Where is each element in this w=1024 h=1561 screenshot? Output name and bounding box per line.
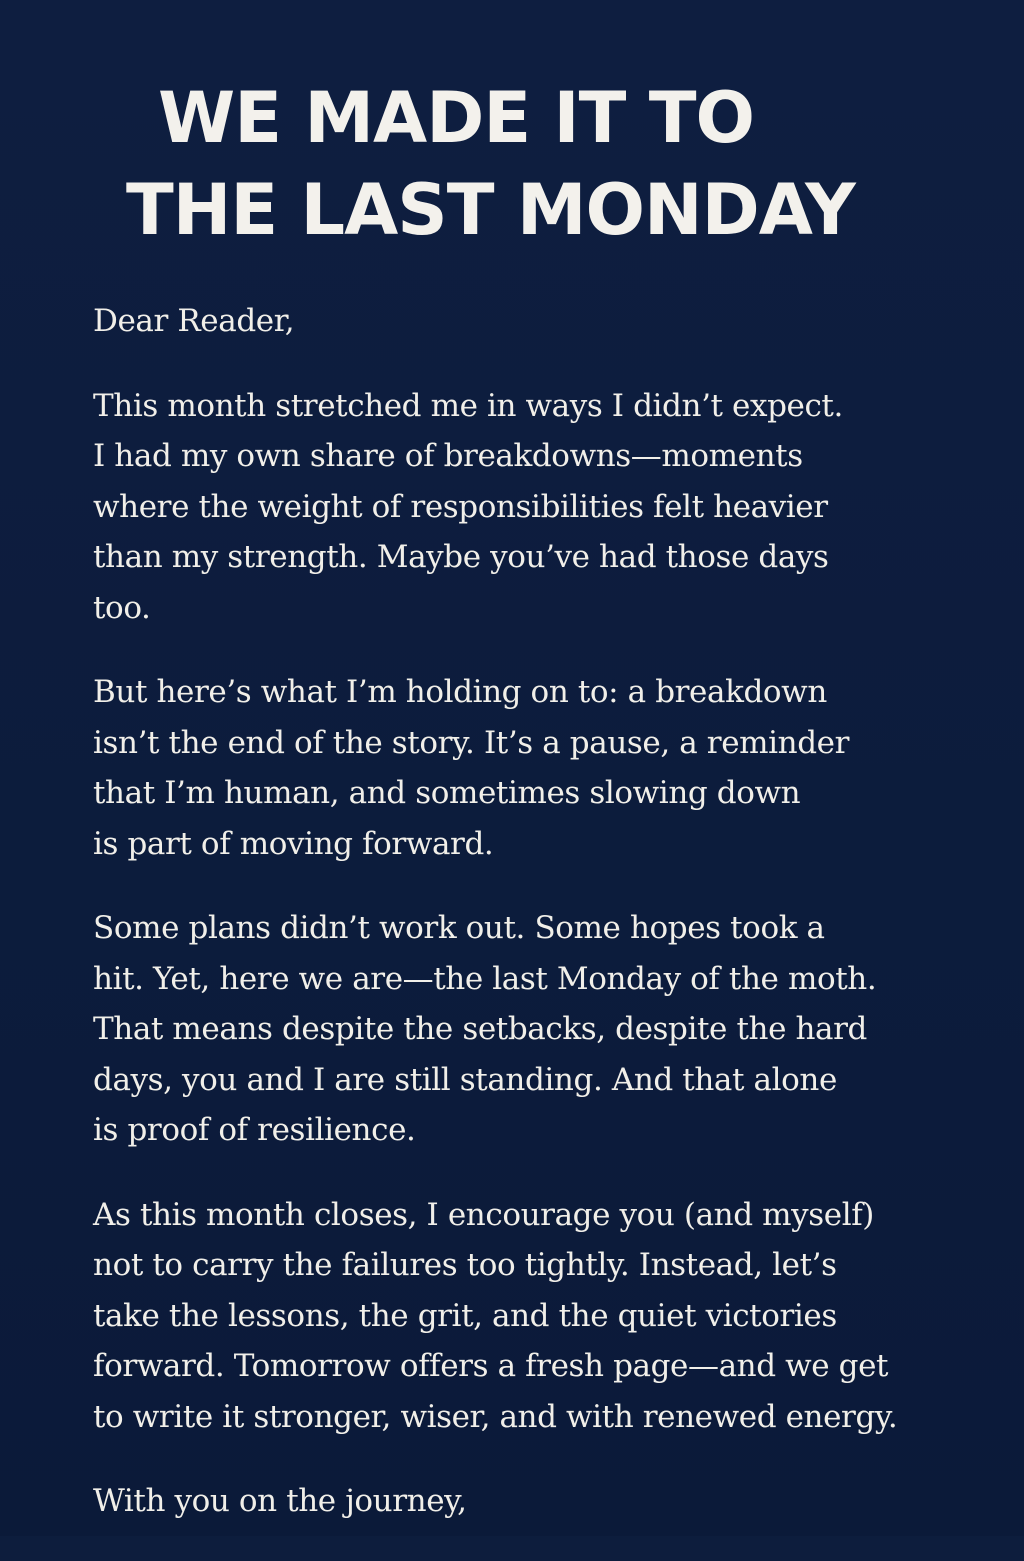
paragraph-line: This month stretched me in ways I didn’t expect. (93, 387, 843, 424)
closing (93, 1476, 973, 1527)
paragraph-line: hit. Yet, here we are—the last Monday of the moth. (93, 960, 877, 997)
paragraph-line: that I’m human, and sometimes slowing down (93, 775, 801, 811)
paragraph-line: days, you and I are still standing. And that alone (93, 1061, 837, 1098)
paragraph-line: forward. Tomorrow offers a fresh page—and we get (93, 1348, 889, 1384)
paragraph-line: As this month closes, I encourage you (and myself) (93, 1196, 874, 1233)
paragraph-1 (93, 381, 973, 634)
paragraph-line: Some plans didn’t work out. Some hopes took a (93, 910, 825, 946)
paragraph-line: than my strength. Maybe you’ve had those days (93, 539, 829, 575)
title-line-1: WE MADE IT TO (158, 77, 754, 159)
salutation (93, 296, 973, 347)
paragraph-line: take the lessons, the grit, and the quiet victories (93, 1297, 837, 1334)
paragraph-2 (93, 667, 973, 869)
closing-line: With you on the journey, (93, 1483, 467, 1519)
title-line-2: THE LAST MONDAY (126, 169, 855, 251)
paragraph-line: to write it stronger, wiser, and with renewed energy. (93, 1398, 898, 1435)
paragraph-line: too. (93, 589, 151, 626)
salutation-line: Dear Reader, (93, 303, 295, 339)
paragraph-line: That means despite the setbacks, despite the hard (93, 1011, 867, 1047)
paragraph-3 (93, 903, 973, 1156)
paragraph-line: But here’s what I’m holding on to: a breakdown (93, 674, 827, 710)
paragraph-line: I had my own share of breakdowns—moments (93, 438, 803, 474)
paragraph-line: not to carry the failures too tightly. Instead, let’s (93, 1247, 837, 1283)
paragraph-line: where the weight of responsibilities felt heavier (93, 488, 828, 525)
paragraph-4 (93, 1190, 973, 1443)
paragraph-line: is proof of resilience. (93, 1112, 416, 1148)
page-title (0, 72, 1024, 256)
paragraph-line: is part of moving forward. (93, 825, 494, 862)
letter-body (93, 296, 973, 1561)
paragraph-line: isn’t the end of the story. It’s a pause, a reminder (93, 724, 850, 761)
